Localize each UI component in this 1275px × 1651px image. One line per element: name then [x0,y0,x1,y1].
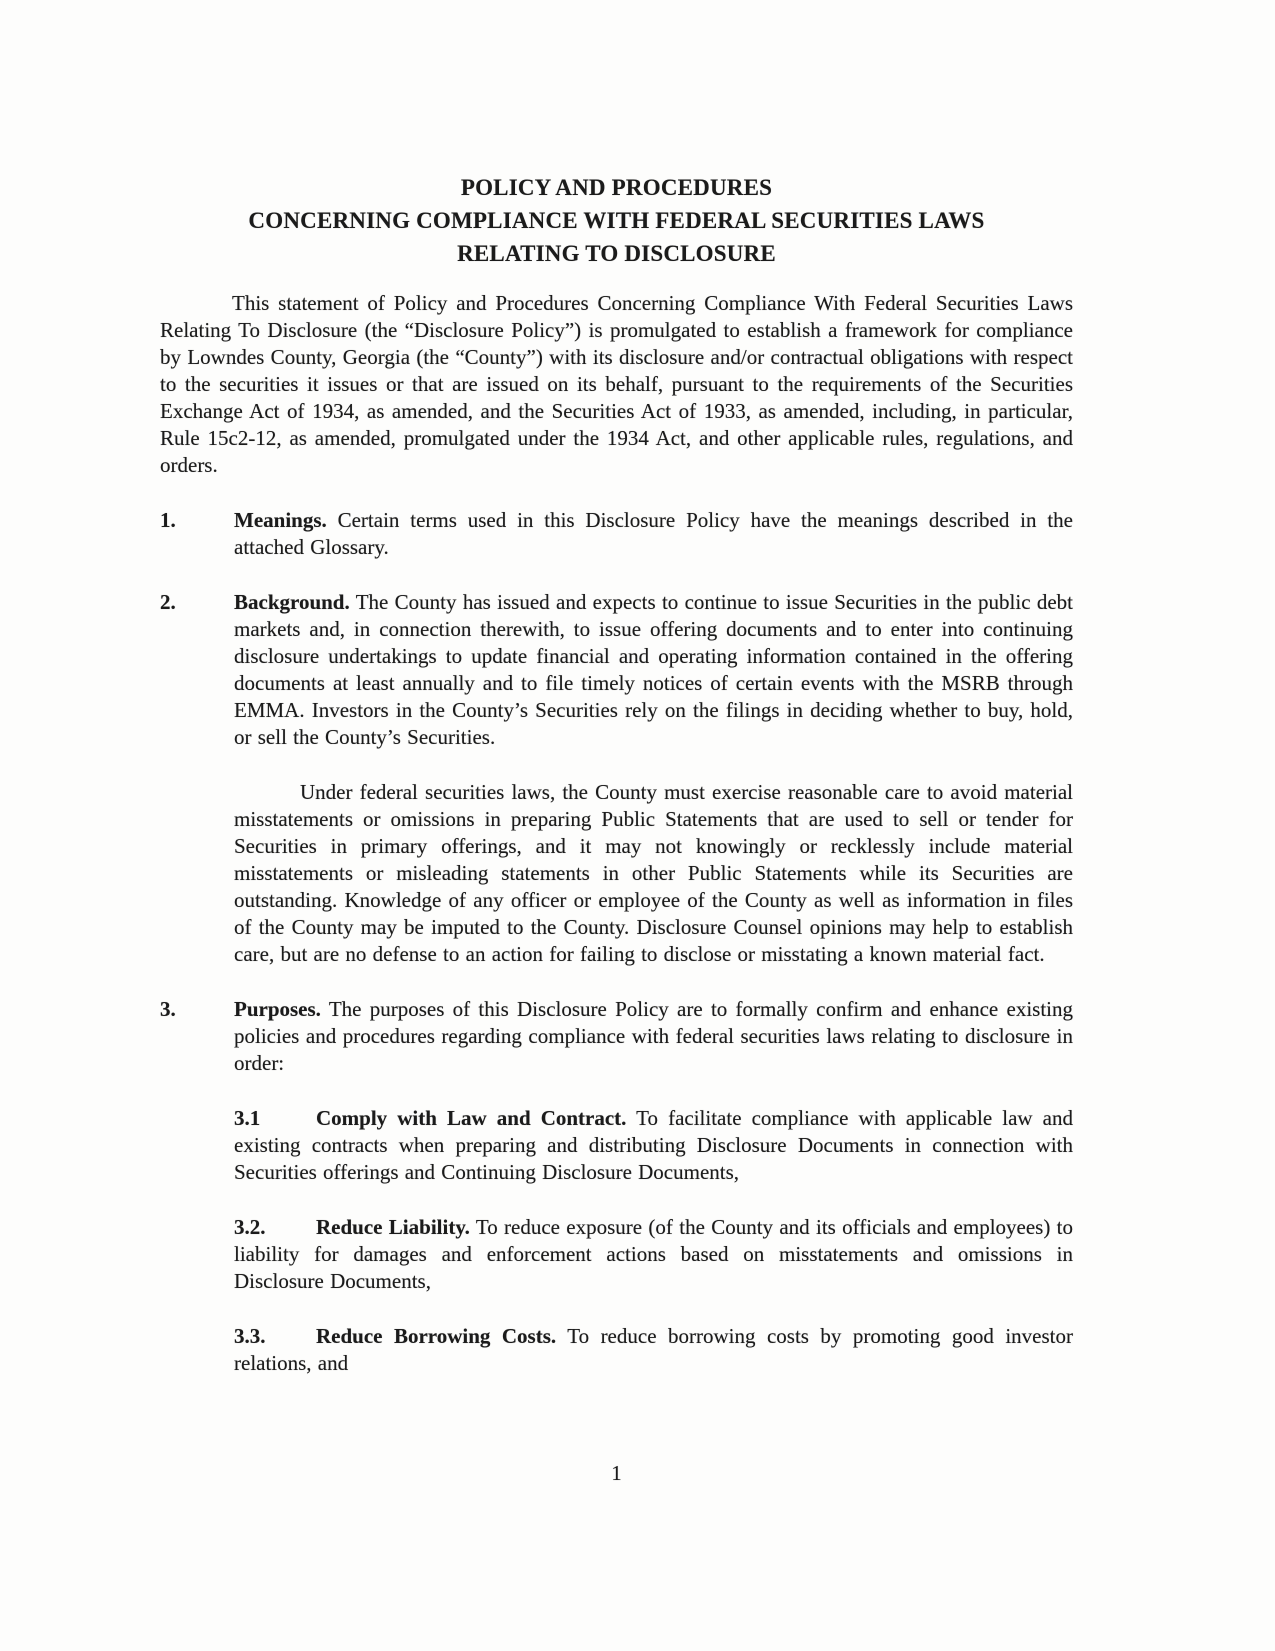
title-line-3: RELATING TO DISCLOSURE [457,241,776,266]
section-purposes-body: The purposes of this Disclosure Policy are to formally confirm and enhance existing policies and procedures regarding compliance with federal securities laws relating to disclosure in order: [234,997,1073,1075]
section-purposes-number: 3. [160,997,176,1021]
page-content [160,171,1073,1405]
section-meanings-label: Meanings. [234,508,327,532]
subsection-reduce-liability-number: 3.2. [234,1215,266,1239]
subsection-reduce-liability-paragraph [234,1214,1073,1295]
subsection-reduce-borrowing-costs [160,1323,1073,1377]
section-background-paragraph [234,589,1073,751]
section-meanings-body: Certain terms used in this Disclosure Policy have the meanings described in the attached Glossary. [234,508,1073,559]
section-purposes-paragraph [234,996,1073,1077]
subsection-reduce-liability-label: Reduce Liability. [316,1215,470,1239]
subsection-reduce-borrowing-costs-number: 3.3. [234,1324,266,1348]
subsection-reduce-borrowing-costs-body: To reduce borrowing costs by promoting good investor relations, and [234,1324,1073,1375]
section-background [160,589,1073,751]
subsection-comply-with-law-paragraph [234,1105,1073,1186]
section-purposes [160,996,1073,1077]
title-line-1: POLICY AND PROCEDURES [460,175,773,200]
section-background-number: 2. [160,590,176,614]
subsection-reduce-liability [160,1214,1073,1295]
document-title [160,171,1073,270]
section-meanings-paragraph [234,507,1073,561]
section-meanings-number: 1. [160,508,176,532]
section-background-label: Background. [234,590,350,614]
page-number: 1 [611,1461,622,1485]
section-background-continuation: Under federal securities laws, the County must exercise reasonable care to avoid material misstatements or omissions in preparing Public Statements that are used to sell or tender for Securities in primary offerings, and it may not knowingly or recklessly include material misstatements or misleading statements in other Public Statements while its Securities are outstanding. Knowledge of any officer or employee of the County as well as information in files of the County may be imputed to the County. Disclosure Counsel opinions may help to establish care, but are no defense to an action for failing to disclose or misstating a known material fact. [234,780,1073,966]
subsection-comply-with-law [160,1105,1073,1186]
subsection-comply-with-law-label: Comply with Law and Contract. [316,1106,627,1130]
subsection-comply-with-law-number: 3.1 [234,1106,261,1130]
subsection-reduce-borrowing-costs-paragraph [234,1323,1073,1377]
intro-paragraph: This statement of Policy and Procedures Concerning Compliance With Federal Securities Laws Relating To Disclosure (the “Disclosure Policy”) is promulgated to establish a framework for compliance by Lowndes County, Georgia (the “County”) with its disclosure and/or contractual obligations with respect to the securities it issues or that are issued on its behalf, pursuant to the requirements of the Securities Exchange Act of 1934, as amended, and the Securities Act of 1933, as amended, including, in particular, Rule 15c2-12, as amended, promulgated under the 1934 Act, and other applicable rules, regulations, and orders. [160,291,1073,477]
subsection-reduce-borrowing-costs-label: Reduce Borrowing Costs. [316,1324,557,1348]
section-purposes-label: Purposes. [234,997,321,1021]
subsection-reduce-liability-body: To reduce exposure (of the County and its officials and employees) to liability for damages and enforcement actions based on misstatements and omissions in Disclosure Documents, [234,1215,1073,1293]
title-line-2: CONCERNING COMPLIANCE WITH FEDERAL SECURITIES LAWS [248,208,985,233]
section-meanings [160,507,1073,561]
section-background-body: The County has issued and expects to continue to issue Securities in the public debt markets and, in connection therewith, to issue offering documents and to enter into continuing disclosure undertakings to update financial and operating information contained in the offering documents at least annually and to file timely notices of certain events with the MSRB through EMMA. Investors in the County’s Securities rely on the filings in deciding whether to buy, hold, or sell the County’s Securities. [234,590,1073,749]
subsection-comply-with-law-body: To facilitate compliance with applicable law and existing contracts when preparing and distributing Disclosure Documents in connection with Securities offerings and Continuing Disclosure Documents, [234,1106,1073,1184]
